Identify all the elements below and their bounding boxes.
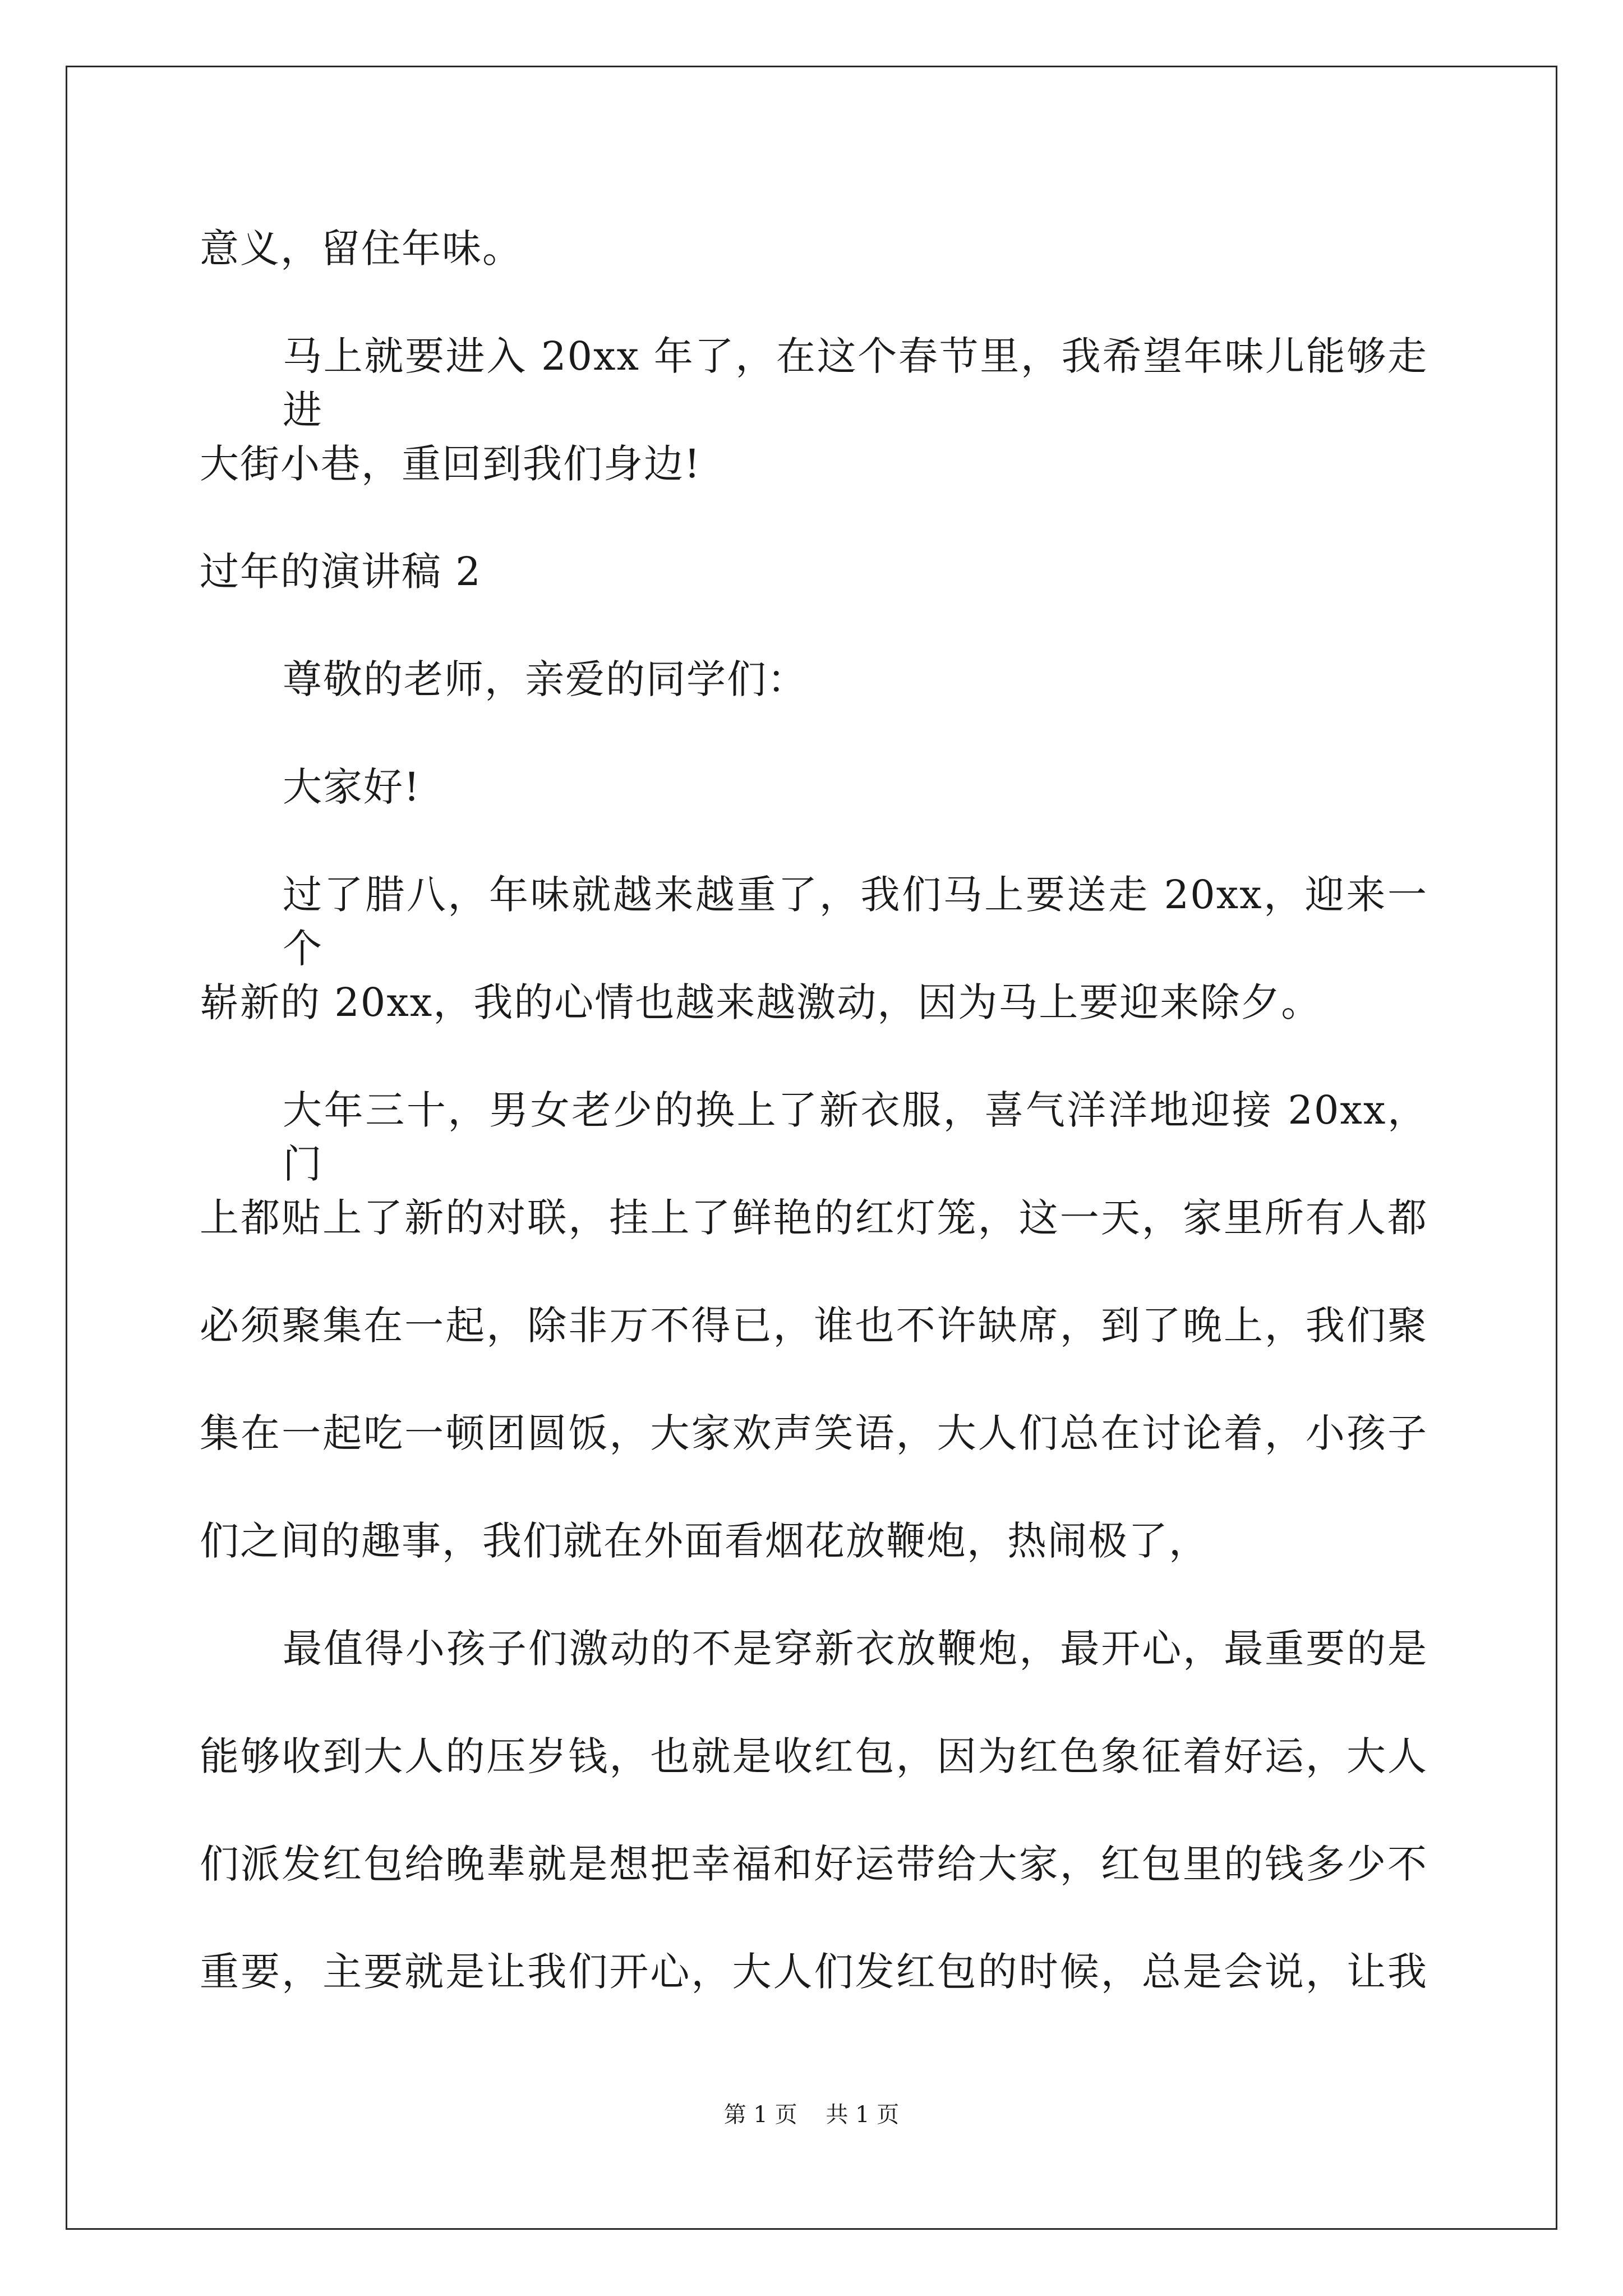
paragraph-line: 最值得小孩子们激动的不是穿新衣放鞭炮，最开心，最重要的是 [283,1626,1428,1672]
section-heading: 过年的演讲稿 2 [200,549,482,595]
paragraph-line: 必须聚集在一起，除非万不得已，谁也不许缺席，到了晚上，我们聚 [200,1303,1428,1349]
paragraph-line: 能够收到大人的压岁钱，也就是收红包，因为红色象征着好运，大人 [200,1733,1428,1779]
paragraph-line: 大街小巷，重回到我们身边! [200,441,702,487]
page-footer: 第 1 页 共 1 页 [723,2102,900,2128]
document-body [200,222,1428,1999]
paragraph-line: 们派发红包给晚辈就是想把幸福和好运带给大家，红包里的钱多少不 [200,1841,1428,1887]
paragraph-line: 大家好! [283,764,421,810]
paragraph-line: 意义，留住年味。 [200,226,523,272]
paragraph-line: 们之间的趣事，我们就在外面看烟花放鞭炮，热闹极了， [200,1518,1209,1564]
paragraph-line: 重要，主要就是让我们开心，大人们发红包的时候，总是会说，让我 [200,1949,1428,1995]
paragraph-line: 马上就要进入 20xx 年了，在这个春节里，我希望年味儿能够走进 [283,333,1428,433]
paragraph-line: 崭新的 20xx，我的心情也越来越激动，因为马上要迎来除夕。 [200,979,1322,1025]
paragraph-line: 上都贴上了新的对联，挂上了鲜艳的红灯笼，这一天，家里所有人都 [200,1195,1428,1241]
paragraph-line: 大年三十，男女老少的换上了新衣服，喜气洋洋地迎接 20xx，门 [283,1087,1428,1187]
paragraph-line: 尊敬的老师，亲爱的同学们： [283,656,808,702]
paragraph-line: 集在一起吃一顿团圆饭，大家欢声笑语，大人们总在讨论着，小孩子 [200,1410,1428,1456]
paragraph-line: 过了腊八，年味就越来越重了，我们马上要送走 20xx，迎来一个 [283,872,1428,972]
